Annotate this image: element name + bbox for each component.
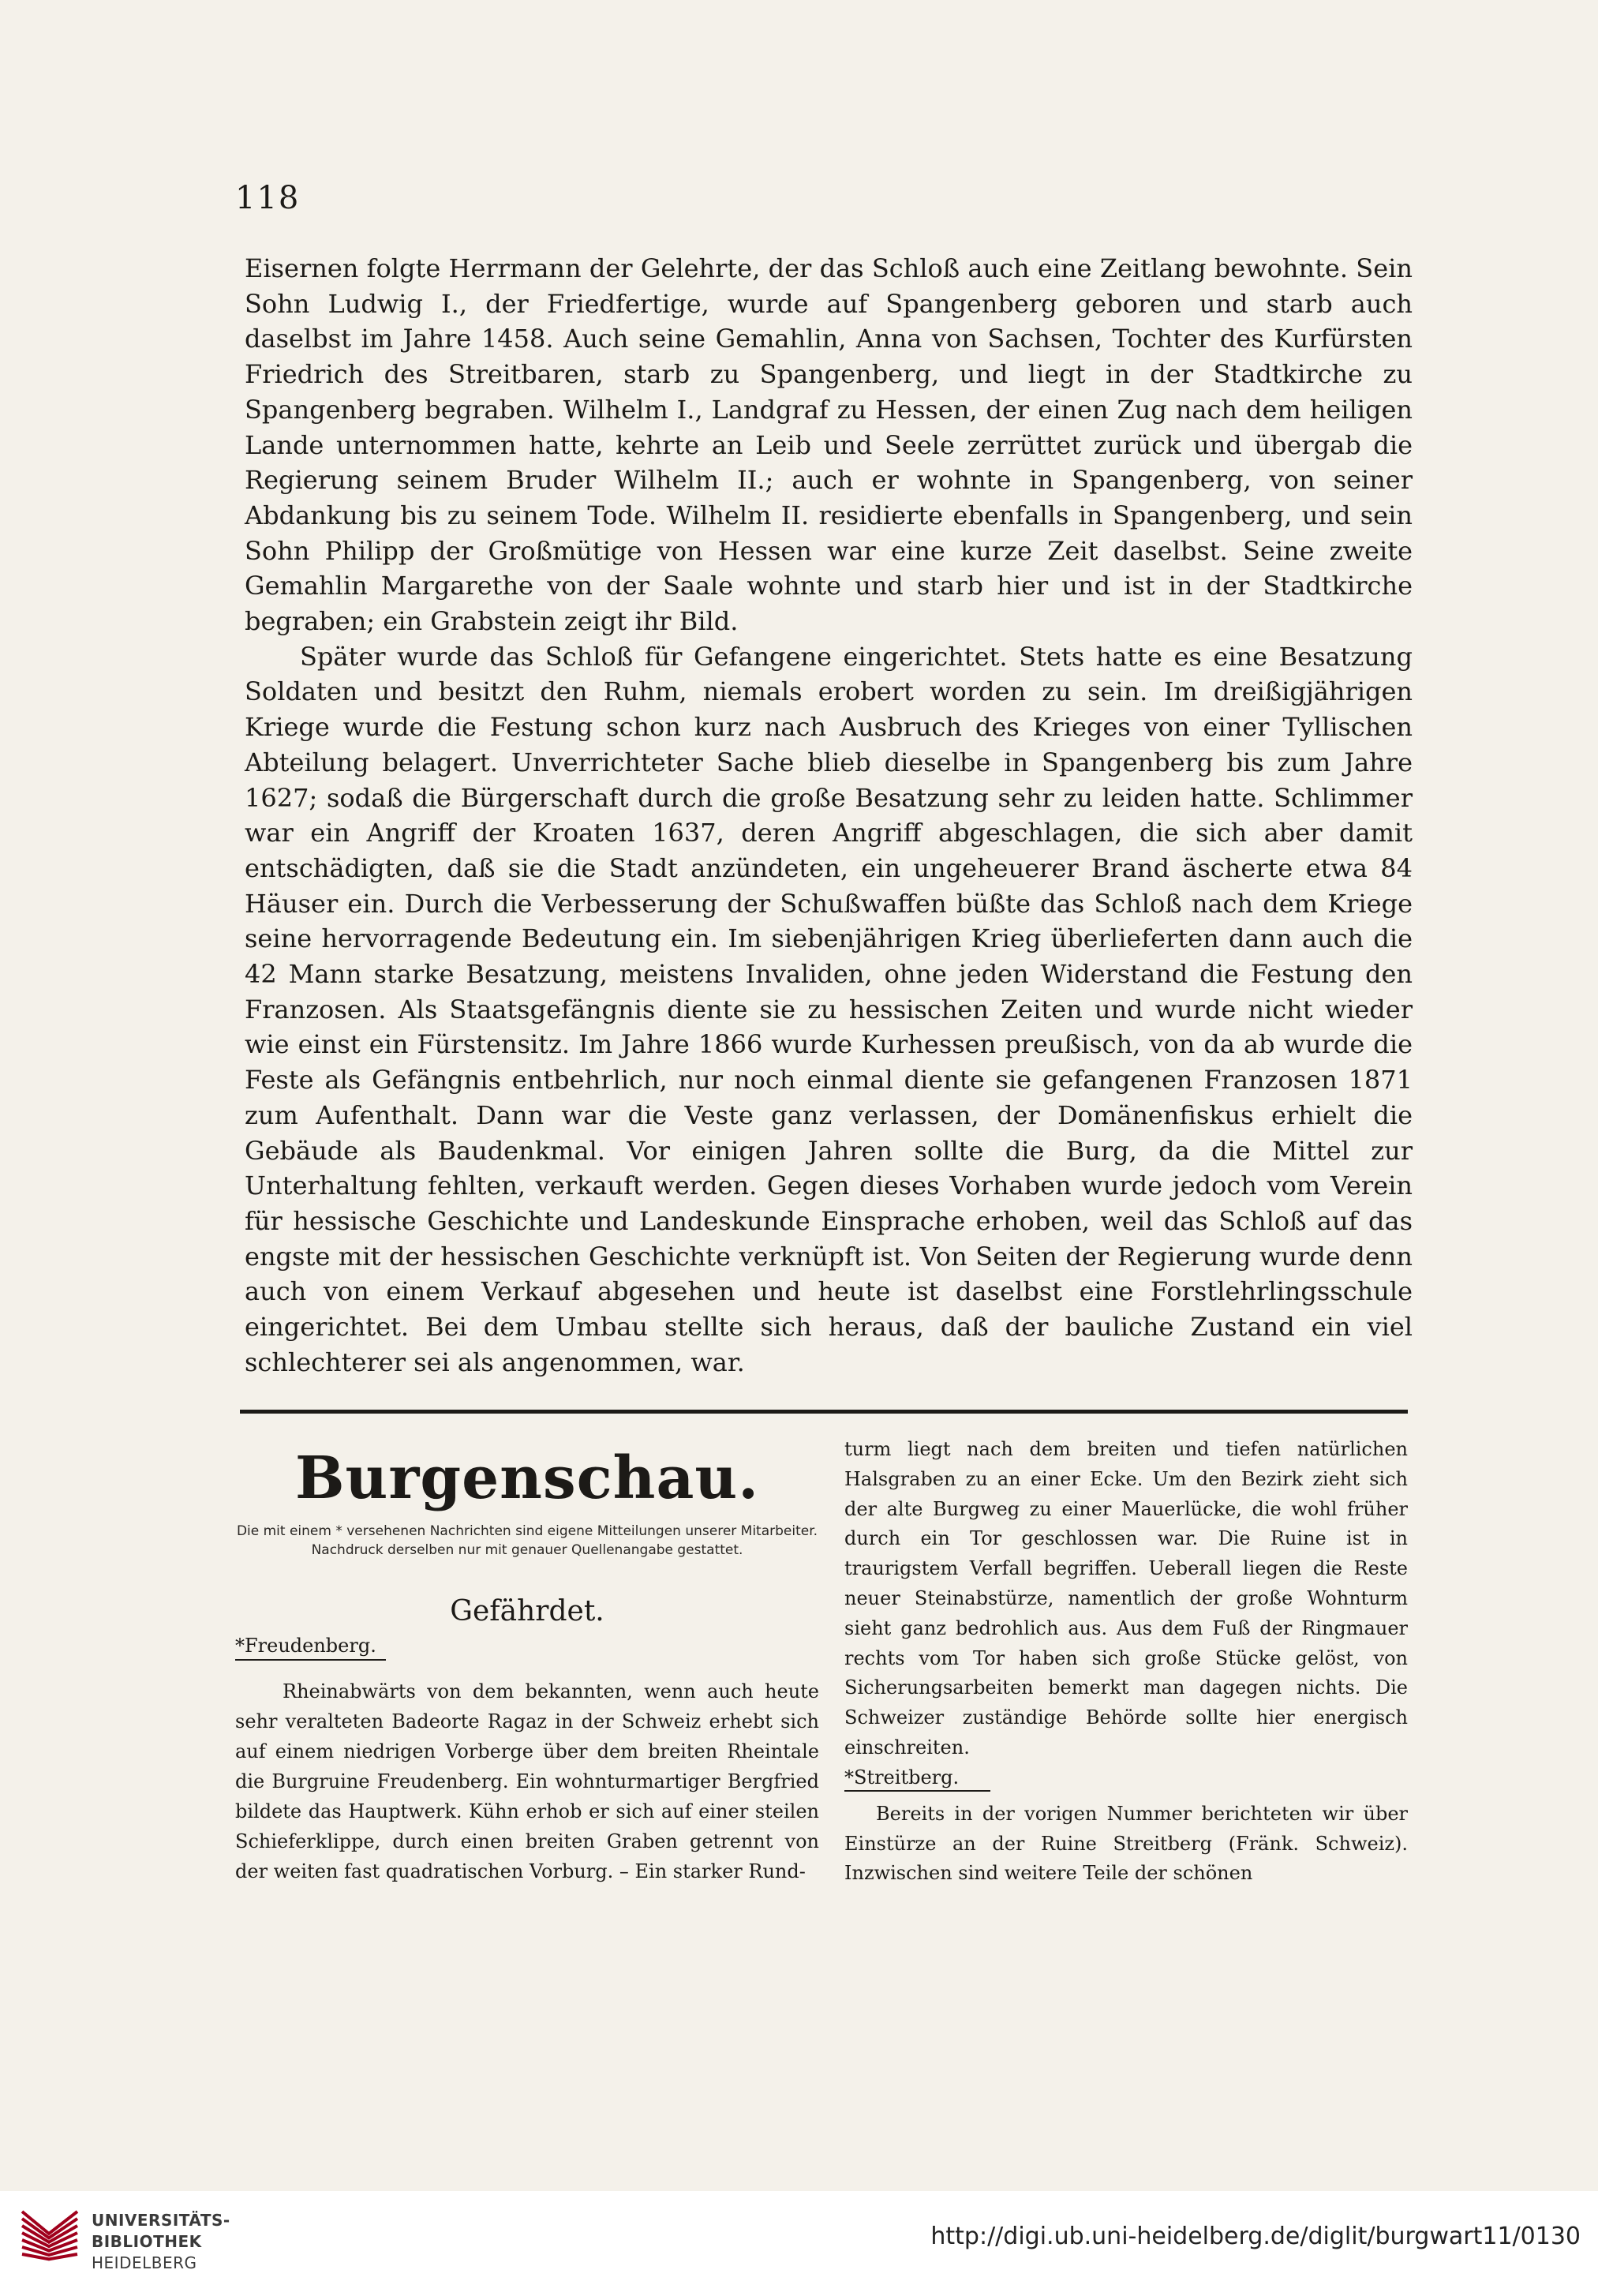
main-article-text bbox=[245, 251, 1413, 1380]
logo-line-1: UNIVERSITÄTS- bbox=[92, 2211, 230, 2230]
entry-heading-streitberg: *Streitberg. bbox=[844, 1765, 990, 1792]
library-logo-icon bbox=[19, 2202, 80, 2281]
entry-text-freudenberg: Rheinabwärts von dem bekannten, wenn auch heute sehr veralteten Badeorte Ragaz in der Schweiz erhebt sich auf einem niedrigen Vorberge über dem breiten Rheintale die Burgruine Freudenberg. Ein wohnturmartiger Bergfried bildete das Hauptwerk. Kühn erhob er sich auf einer steilen Schieferklippe, durch einen breiten Graben getrennt von der weiten fast quadratischen Vorburg. – Ein starker Rund- bbox=[235, 1680, 819, 1882]
subsection-title: Gefährdet. bbox=[450, 1595, 604, 1627]
left-column bbox=[235, 1429, 819, 1886]
entry-heading-freudenberg: *Freudenberg. bbox=[235, 1632, 386, 1661]
section-note: Die mit einem * versehenen Nachrichten sind eigene Mitteilungen unserer Mitarbeiter. Nachdruck derselben nur mit genauer Quellenangabe gestattet. bbox=[236, 1523, 818, 1558]
paragraph-1: Eisernen folgte Herrmann der Gelehrte, der das Schloß auch eine Zeitlang bewohnte. Sein Sohn Ludwig I., der Friedfertige, wurde auf Spangenberg geboren und starb auch daselbst im Jahre 1458. Auch seine Gemahlin, Anna von Sachsen, Tochter des Kurfürsten Friedrich des Streitbaren, starb zu Spangenberg, und liegt in der Stadtkirche zu Spangenberg begraben. Wilhelm I., Landgraf zu Hessen, der einen Zug nach dem heiligen Lande unternommen hatte, kehrte an Leib und Seele zerrüttet zurück und übergab die Regierung seinem Bruder Wilhelm II.; auch er wohnte in Spangenberg, von seiner Abdankung bis zu seinem Tode. Wilhelm II. residierte ebenfalls in Spangenberg, und sein Sohn Philipp der Großmütige von Hessen war eine kurze Zeit daselbst. Seine zweite Gemahlin Margarethe von der Saale wohnte und starb hier und ist in der Stadtkirche begraben; ein Grabstein zeigt ihr Bild. bbox=[245, 253, 1413, 637]
entry-text-streitberg: Bereits in der vorigen Nummer berichteten wir über Einstürze an der Ruine Streitberg (Fränk. Schweiz). Inzwischen sind weitere Teile der schönen bbox=[844, 1802, 1408, 1885]
right-column bbox=[844, 1435, 1408, 1889]
logo-line-3: HEIDELBERG bbox=[92, 2253, 197, 2272]
entry-text-freudenberg-continued: turm liegt nach dem breiten und tiefen natürlichen Halsgraben zu an einer Ecke. Um den Bezirk zieht sich der alte Burgweg zu einer Mauerlücke, die wohl früher durch ein Tor geschlossen war. Die Ruine ist in traurigstem Verfall begriffen. Ueberall liegen die Reste neuer Steinabstürze, namentlich der große Wohnturm sieht ganz bedrohlich aus. Aus dem Fuß der Ringmauer rechts vom Tor haben sich große Stücke gelöst, von Sicherungsarbeiten bemerkt man dagegen nichts. Die Schweizer zuständige Behörde sollte hier energisch einschreiten. bbox=[844, 1438, 1408, 1759]
logo-line-2: BIBLIOTHEK bbox=[92, 2232, 202, 2251]
section-divider bbox=[240, 1410, 1408, 1414]
footer-bar bbox=[0, 2191, 1598, 2296]
library-logo-text bbox=[92, 2210, 230, 2274]
section-title: Burgenschau. bbox=[295, 1444, 759, 1512]
paragraph-2: Später wurde das Schloß für Gefangene eingerichtet. Stets hatte es eine Besatzung Soldaten und besitzt den Ruhm, niemals erobert worden zu sein. Im dreißigjährigen Kriege wurde die Festung schon kurz nach Ausbruch des Krieges von einer Tyllischen Abteilung belagert. Unverrichteter Sache blieb dieselbe in Spangenberg bis zum Jahre 1627; sodaß die Bürgerschaft durch die große Besatzung sehr zu leiden hatte. Schlimmer war ein Angriff der Kroaten 1637, deren Angriff abgeschlagen, die sich aber damit entschädigten, daß sie die Stadt anzündeten, ein ungeheuerer Brand äscherte etwa 84 Häuser ein. Durch die Verbesserung der Schußwaffen büßte das Schloß nach dem Kriege seine hervorragende Bedeutung ein. Im siebenjährigen Krieg überlieferten dann auch die 42 Mann starke Besatzung, meistens Invaliden, ohne jeden Widerstand die Festung den Franzosen. Als Staatsgefängnis diente sie zu hessischen Zeiten und wurde nicht wieder wie einst ein Fürstensitz. Im Jahre 1866 wurde Kurhessen preußisch, von da ab wurde die Feste als Gefängnis entbehrlich, nur noch einmal diente sie gefangenen Franzosen 1871 zum Aufenthalt. Dann war die Veste ganz verlassen, der Domänenfiskus erhielt die Gebäude als Baudenkmal. Vor einigen Jahren sollte die Burg, da die Mittel zur Unterhaltung fehlten, verkauft werden. Gegen dieses Vorhaben wurde jedoch vom Verein für hessische Geschichte und Landeskunde Einsprache erhoben, weil das Schloß auf das engste mit der hessischen Geschichte verknüpft ist. Von Seiten der Regierung wurde denn auch von einem Verkauf abgesehen und heute ist daselbst eine Forstlehrlingsschule eingerichtet. Bei dem Umbau stellte sich heraus, daß der bauliche Zustand ein viel schlechterer sei als angenommen, war. bbox=[245, 641, 1413, 1377]
source-url-link[interactable]: http://digi.ub.uni-heidelberg.de/diglit/burgwart11/0130 bbox=[930, 2223, 1581, 2250]
page-number: 118 bbox=[235, 180, 301, 216]
